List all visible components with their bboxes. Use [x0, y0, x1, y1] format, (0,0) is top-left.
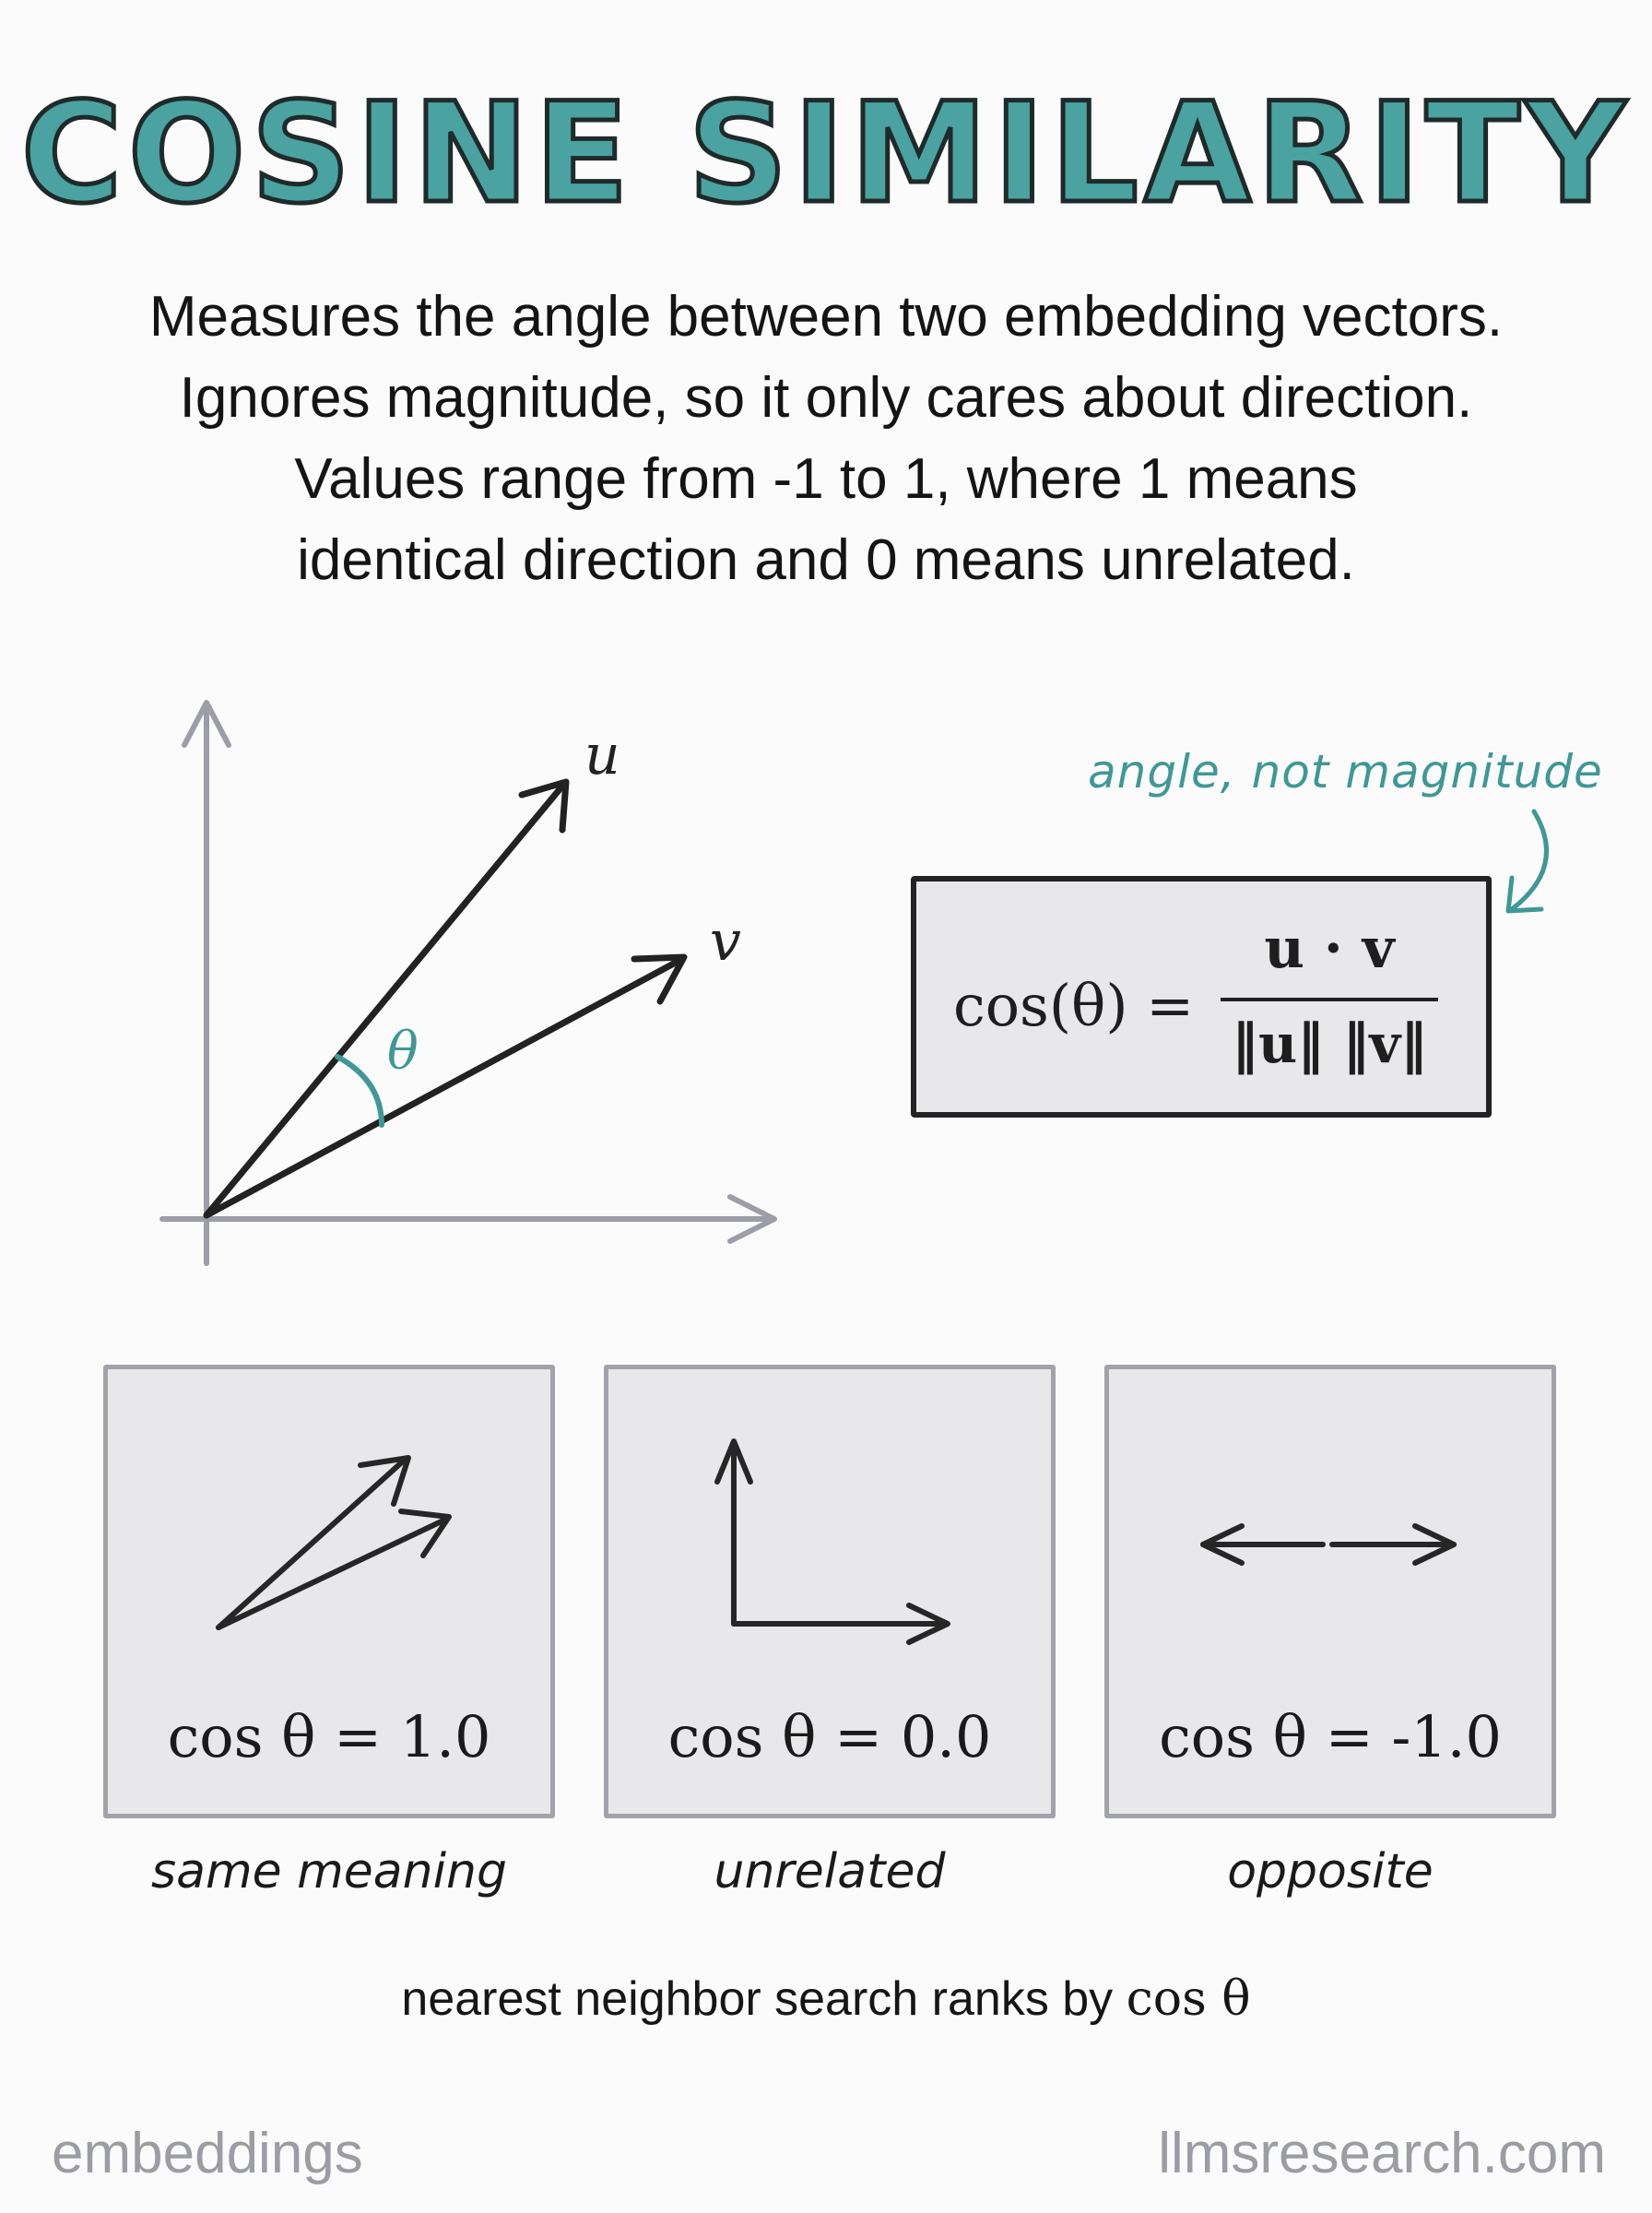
intro-line: identical direction and 0 means unrelated.	[297, 528, 1355, 592]
vector-u	[206, 784, 564, 1215]
footer-tag: embeddings	[52, 2122, 363, 2185]
angle-arc	[337, 1057, 382, 1125]
caption-unrelated: unrelated	[714, 1844, 946, 1899]
cos-value-same: cos θ = 1.0	[167, 1703, 491, 1770]
fraction-bar	[1221, 998, 1438, 1001]
page-title: COSINE SIMILARITY	[20, 74, 1632, 234]
vector-v-label: v	[710, 909, 741, 974]
footnote-math: cos θ	[1126, 1971, 1251, 2027]
annotation-arrow	[1512, 811, 1547, 909]
angle-label: θ	[387, 1022, 419, 1082]
formula-box	[911, 876, 1492, 1118]
vector-v	[206, 959, 682, 1215]
intro-line: Measures the angle between two embedding vectors.	[148, 285, 1504, 349]
formula-lhs: cos(θ) =	[953, 972, 1195, 1039]
footer-site: llmsresearch.com	[1158, 2122, 1606, 2185]
footnote-text: nearest neighbor search ranks by	[401, 1972, 1114, 2026]
cos-value-opposite: cos θ = -1.0	[1159, 1703, 1502, 1770]
caption-opposite: opposite	[1227, 1844, 1434, 1899]
formula-denominator: ‖u‖ ‖v‖	[1231, 1012, 1428, 1075]
example-card-opposite	[1104, 1365, 1556, 1818]
example-card-same	[103, 1365, 555, 1818]
example-card-unrelated	[604, 1365, 1056, 1818]
vector-u-label: u	[584, 723, 620, 787]
formula-annotation: angle, not magnitude	[1088, 745, 1603, 799]
cos-value-unrelated: cos θ = 0.0	[667, 1703, 992, 1770]
intro-line: Ignores magnitude, so it only cares about direction.	[179, 366, 1473, 430]
caption-same: same meaning	[150, 1844, 507, 1899]
footnote	[0, 1971, 1652, 2027]
intro-line: Values range from -1 to 1, where 1 means	[294, 447, 1358, 511]
formula-numerator: u · v	[1264, 917, 1395, 981]
